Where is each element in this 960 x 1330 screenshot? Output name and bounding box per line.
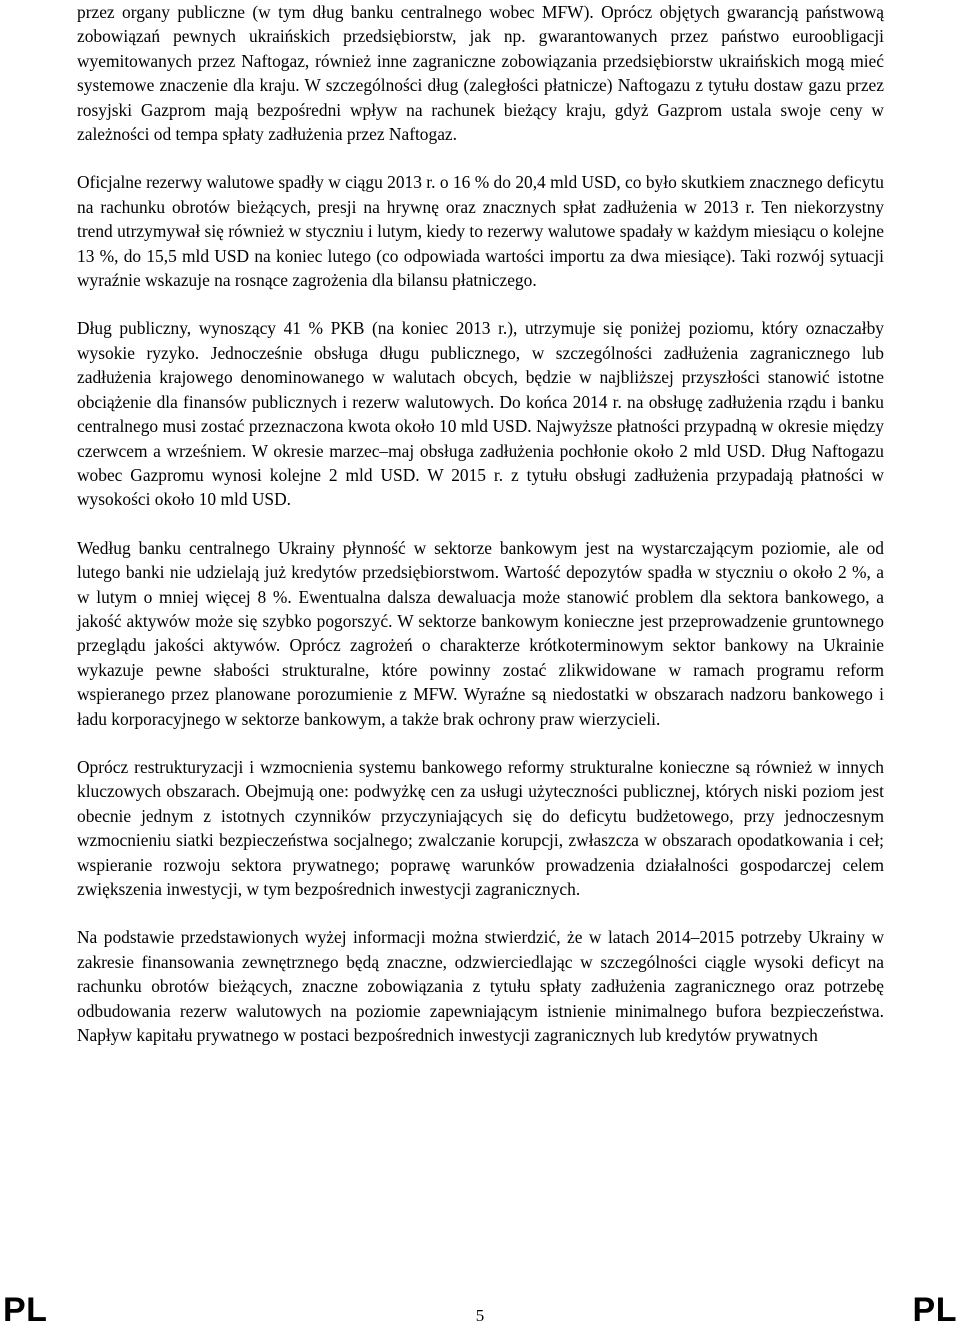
paragraph-financing-needs: Na podstawie przedstawionych wyżej informacji można stwierdzić, że w latach 2014–2015 potrzeby Ukrainy w zakresie finansowania zewnętrznego będą znaczne, odzwierciedlając w szczególności ciągle wysoki deficyt na rachunku obrotów bieżących, znaczne zobowiązania z tytułu spłaty zadłużenia zagranicznego oraz potrzebę odbudowania rezerw walutowych na poziomie zapewniającym istnienie minimalnego bufora bezpieczeństwa. Napływ kapitału prywatnego w postaci bezpośrednich inwestycji zagranicznych lub kredytów prywatnych — [77, 927, 884, 1046]
paragraph-public-debt-service: Dług publiczny, wynoszący 41 % PKB (na koniec 2013 r.), utrzymuje się poniżej poziomu, który oznaczałby wysokie ryzyko. Jednocześnie obsługa długu publicznego, w szczególności zadłużenia zagranicznego lub zadłużenia krajowego denominowanego w walutach obcych, będzie w najbliższej przyszłości stanowić istotne obciążenie dla finansów publicznych i rezerw walutowych. Do końca 2014 r. na obsługę zadłużenia rządu i banku centralnego musi zostać przeznaczona kwota około 10 mld USD. Najwyższe płatności przypadną w okresie między czerwcem a wrześniem. W okresie marzec–maj obsługa zadłużenia pochłonie około 2 mld USD. Dług Naftogazu wobec Gazpromu wynosi kolejne 2 mld USD. W 2015 r. z tytułu obsługi zadłużenia przypadają płatności w wysokości około 10 mld USD. — [77, 318, 884, 510]
footer-language-code-right: PL — [912, 1291, 957, 1329]
paragraph-official-reserves: Oficjalne rezerwy walutowe spadły w ciągu 2013 r. o 16 % do 20,4 mld USD, co było skutkiem znacznego deficytu na rachunku obrotów bieżących, presji na hrywnę oraz znacznych spłat zadłużenia w 2013 r. Ten niekorzystny trend utrzymywał się również w styczniu i lutym, kiedy to rezerwy walutowe spadały w każdym miesiącu o kolejne 13 %, do 15,5 mld USD na koniec lutego (co odpowiada wartości importu za dwa miesiące). Taki rozwój sytuacji wyraźnie wskazuje na rosnące zagrożenia dla bilansu płatniczego. — [77, 172, 884, 291]
page-number: 5 — [475, 1306, 485, 1325]
paragraph-structural-reforms: Oprócz restrukturyzacji i wzmocnienia systemu bankowego reformy strukturalne konieczne są również w innych kluczowych obszarach. Obejmują one: podwyżkę cen za usługi użyteczności publicznej, których niski poziom jest obecnie jednym z istotnych czynników przyczyniających się do deficytu budżetowego, przy jednoczesnym wzmocnieniu siatki bezpieczeństwa socjalnego; zwalczanie korupcji, zwłaszcza w obszarach opodatkowania i ceł; wspieranie rozwoju sektora prywatnego; poprawę warunków prowadzenia działalności gospodarczej celem zwiększenia inwestycji, w tym bezpośrednich inwestycji zagranicznych. — [77, 756, 884, 899]
paragraph-public-debt-guarantees: przez organy publiczne (w tym dług banku centralnego wobec MFW). Oprócz objętych gwarancją państwową zobowiązań pewnych ukraińskich przedsiębiorstw, jak np. gwarantowanych przez państwo euroobligacji wyemitowanych przez Naftogaz, również inne zagraniczne zobowiązania przedsiębiorstw ukraińskich mogą mieć systemowe znaczenie dla kraju. W szczególności dług (zaległości płatnicze) Naftogazu z tytułu dostaw gazu przez rosyjski Gazprom mają bezpośredni wpływ na rachunek bieżący kraju, gdyż Gazprom ustala swoje ceny w zależności od tempa spłaty zadłużenia przez Naftogaz. — [77, 2, 884, 145]
document-body — [77, 0, 884, 1071]
paragraph-banking-sector: Według banku centralnego Ukrainy płynność w sektorze bankowym jest na wystarczającym poziomie, ale od lutego banki nie udzielają już kredytów przedsiębiorstwom. Wartość depozytów spadła w styczniu o około 2 %, a w lutym o mniej więcej 8 %. Ewentualna dalsza dewaluacja może stanowić problem dla sektora bankowego, a jakość aktywów może się szybko pogorszyć. W sektorze bankowym konieczne jest przeprowadzenie gruntownego przeglądu jakości aktywów. Oprócz zagrożeń o charakterze krótkoterminowym sektor bankowy na Ukrainie wykazuje pewne słabości strukturalne, które powinny zostać zlikwidowane w ramach programu reform wspieranego przez planowane porozumienie z MFW. Wyraźne są niedostatki w obszarach nadzoru bankowego i ładu korporacyjnego w sektorze bankowym, a także brak ochrony praw wierzycieli. — [77, 537, 884, 729]
footer-language-code-left: PL — [3, 1291, 48, 1329]
